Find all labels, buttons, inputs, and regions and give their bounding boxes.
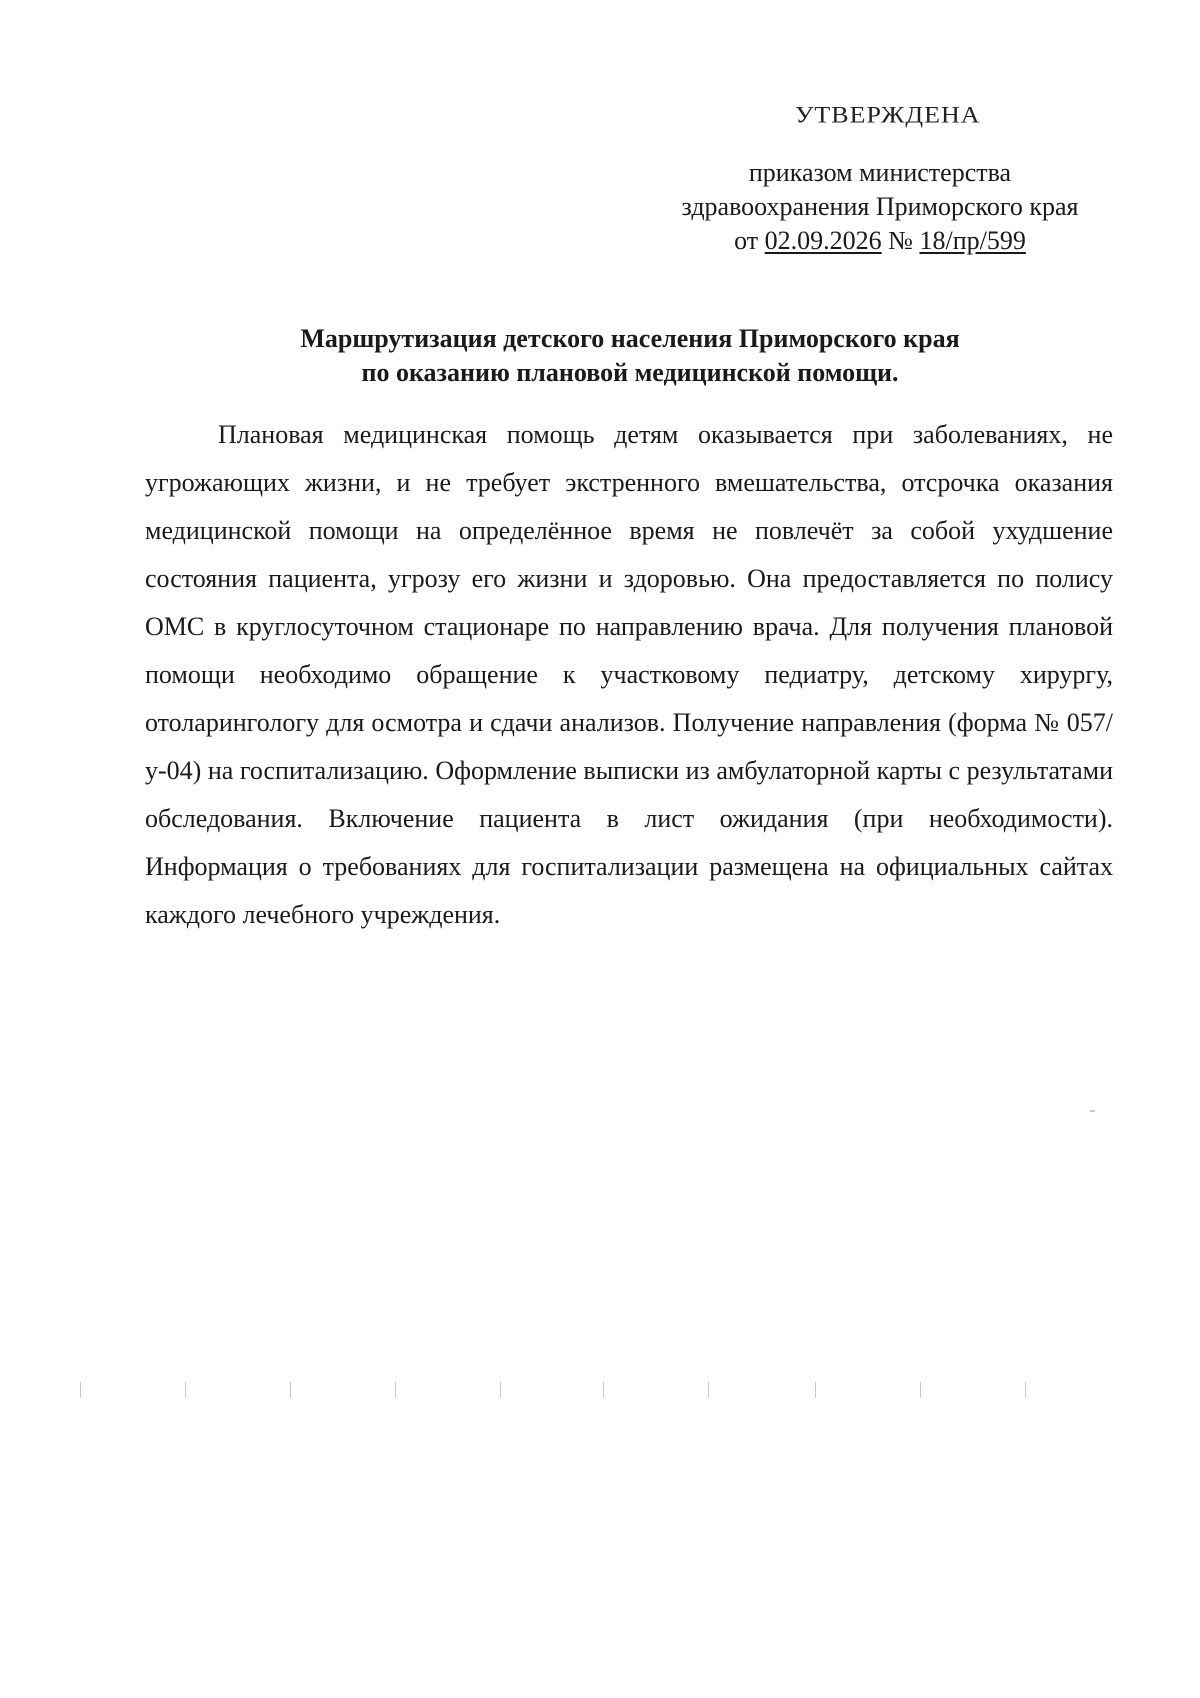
document-title — [140, 322, 1120, 390]
scan-mark — [920, 1382, 921, 1398]
approval-block — [630, 156, 1130, 258]
approval-stamp-heading: УТВЕРЖДЕНА — [795, 102, 981, 129]
scan-mark — [395, 1382, 396, 1398]
order-number-sign: № — [888, 226, 913, 255]
scan-mark — [603, 1382, 604, 1398]
title-line-1: Маршрутизация детского населения Приморского края — [300, 324, 960, 353]
scan-mark — [185, 1382, 186, 1398]
scan-mark — [708, 1382, 709, 1398]
approval-order-line — [630, 224, 1130, 258]
scan-mark — [290, 1382, 291, 1398]
title-line-2: по оказанию плановой медицинской помощи. — [361, 358, 899, 387]
order-number: 18/пр/599 — [919, 226, 1026, 255]
scan-mark — [1090, 1110, 1095, 1112]
approval-line-2: здравоохранения Приморского края — [681, 192, 1079, 221]
body-paragraph: Плановая медицинская помощь детям оказывается при заболеваниях, не угрожающих жизни, и не требует экстренного вмешательства, отсрочка оказания медицинской помощи на определённое время не повлечёт за собой ухудшение состояния пациента, угрозу его жизни и здоровью. Она предоставляется по полису ОМС в круглосуточном стационаре по направлению врача. Для получения плановой помощи необходимо обращение к участковому педиатру, детскому хирургу, отоларингологу для осмотра и сдачи анализов. Получение направления (форма № 057/у-04) на госпитализацию. Оформление выписки из амбулаторной карты с результатами обследования. Включение пациента в лист ожидания (при необходимости). Информация о требованиях для госпитализации размещена на официальных сайтах каждого лечебного учреждения. — [145, 420, 1113, 929]
order-date: 02.09.2026 — [764, 226, 882, 255]
scan-mark — [80, 1382, 81, 1398]
order-prefix: от — [734, 226, 759, 255]
scan-mark — [500, 1382, 501, 1398]
approval-line-1: приказом министерства — [748, 158, 1012, 187]
scan-mark — [1025, 1382, 1026, 1398]
scan-mark — [815, 1382, 816, 1398]
